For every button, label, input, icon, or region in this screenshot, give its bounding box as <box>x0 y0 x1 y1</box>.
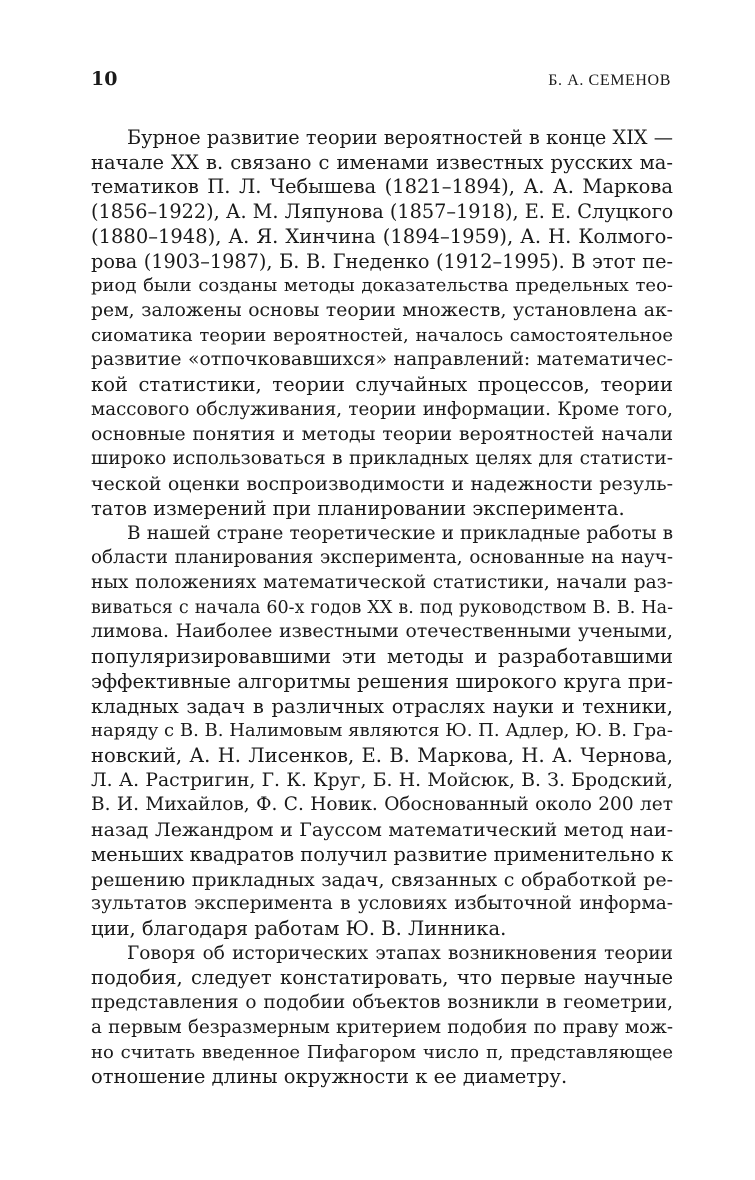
text-line: рова (1903–1987), Б. В. Гнеденко (1912–1995). В этот пе- <box>91 249 673 273</box>
text-line: популяризировавшими эти методы и разработавшими <box>91 645 673 669</box>
text-line: широко использоваться в прикладных целях для статисти- <box>91 448 673 470</box>
text-line: виваться с начала 60-х годов XX в. под руководством В. В. На- <box>91 597 673 618</box>
text-line: наряду с В. В. Налимовым являются Ю. П. Адлер, Ю. В. Гра- <box>91 720 673 742</box>
text-line: решению прикладных задач, связанных с обработкой ре- <box>91 868 673 891</box>
text-line: татов измерений при планировании эксперимента. <box>91 496 625 520</box>
text-line: начале XX в. связано с именами известных русских ма- <box>91 150 673 174</box>
text-line: массового обслуживания, теории информации. Кроме того, <box>91 398 673 420</box>
paragraph-3 <box>91 942 673 1090</box>
running-head-author: Б. А. СЕМЕНОВ <box>548 72 671 89</box>
text-line: меньших квадратов получил развитие применительно к <box>91 842 674 866</box>
text-line: (1856–1922), А. М. Ляпунова (1857–1918), Е. Е. Слуцкого <box>91 200 674 224</box>
text-line: эффективные алгоритмы решения широкого круга при- <box>91 669 673 693</box>
text-line: представления о подобии объектов возникли в геометрии, <box>91 992 673 1014</box>
text-line: ции, благодаря работам Ю. В. Линника. <box>91 917 507 940</box>
paragraph-2 <box>91 522 673 942</box>
text-line: основные понятия и методы теории вероятностей начали <box>91 423 673 445</box>
text-line: лимова. Наиболее известными отечественными учеными, <box>91 621 673 643</box>
text-line: развитие «отпочковавшихся» направлений: математичес- <box>91 349 673 371</box>
text-line: Л. А. Растригин, Г. К. Круг, Б. Н. Мойсюк, В. З. Бродский, <box>91 769 673 791</box>
text-line: кладных задач в различных отраслях науки и техники, <box>91 694 673 718</box>
text-line: ческой оценки воспроизводимости и надежности резуль- <box>91 473 673 496</box>
text-line: но считать введенное Пифагором число π, представляющее <box>91 1041 673 1063</box>
text-line: В. И. Михайлов, Ф. С. Новик. Обоснованный около 200 лет <box>91 794 673 816</box>
text-line: ных положениях математической статистики, начали раз- <box>91 571 673 593</box>
text-line: зультатов эксперимента в условиях избыточной информа- <box>91 893 673 915</box>
text-line: подобия, следует констатировать, что первые научные <box>91 966 673 990</box>
text-line: В нашей стране теоретические и прикладные работы в <box>127 522 673 544</box>
text-line: а первым безразмерным критерием подобия по праву мож- <box>91 1016 673 1038</box>
text-line: риод были созданы методы доказательства предельных тео- <box>91 275 673 297</box>
text-line: тематиков П. Л. Чебышева (1821–1894), А. А. Маркова <box>91 175 673 199</box>
page-header <box>91 68 671 92</box>
text-line: рем, заложены основы теории множеств, установлена ак- <box>91 300 673 322</box>
text-line: Бурное развитие теории вероятностей в конце XIX — <box>127 126 673 149</box>
text-line: (1880–1948), А. Я. Хинчина (1894–1959), А. Н. Колмого- <box>91 224 673 248</box>
text-line: кой статистики, теории случайных процессов, теории <box>91 373 673 397</box>
text-line: новский, А. Н. Лисенков, Е. В. Маркова, Н. А. Чернова, <box>91 743 673 767</box>
text-line: отношение длины окружности к ее диаметру. <box>91 1065 568 1089</box>
body-text <box>91 126 673 1090</box>
text-line: сиоматика теории вероятностей, началось самостоятельное <box>91 324 673 346</box>
page-number: 10 <box>91 68 118 90</box>
text-line: назад Лежандром и Гауссом математический метод наи- <box>91 819 673 842</box>
paragraph-1 <box>91 126 673 522</box>
text-line: Говоря об исторических этапах возникновения теории <box>127 942 673 964</box>
text-line: области планирования эксперимента, основанные на науч- <box>91 547 673 569</box>
